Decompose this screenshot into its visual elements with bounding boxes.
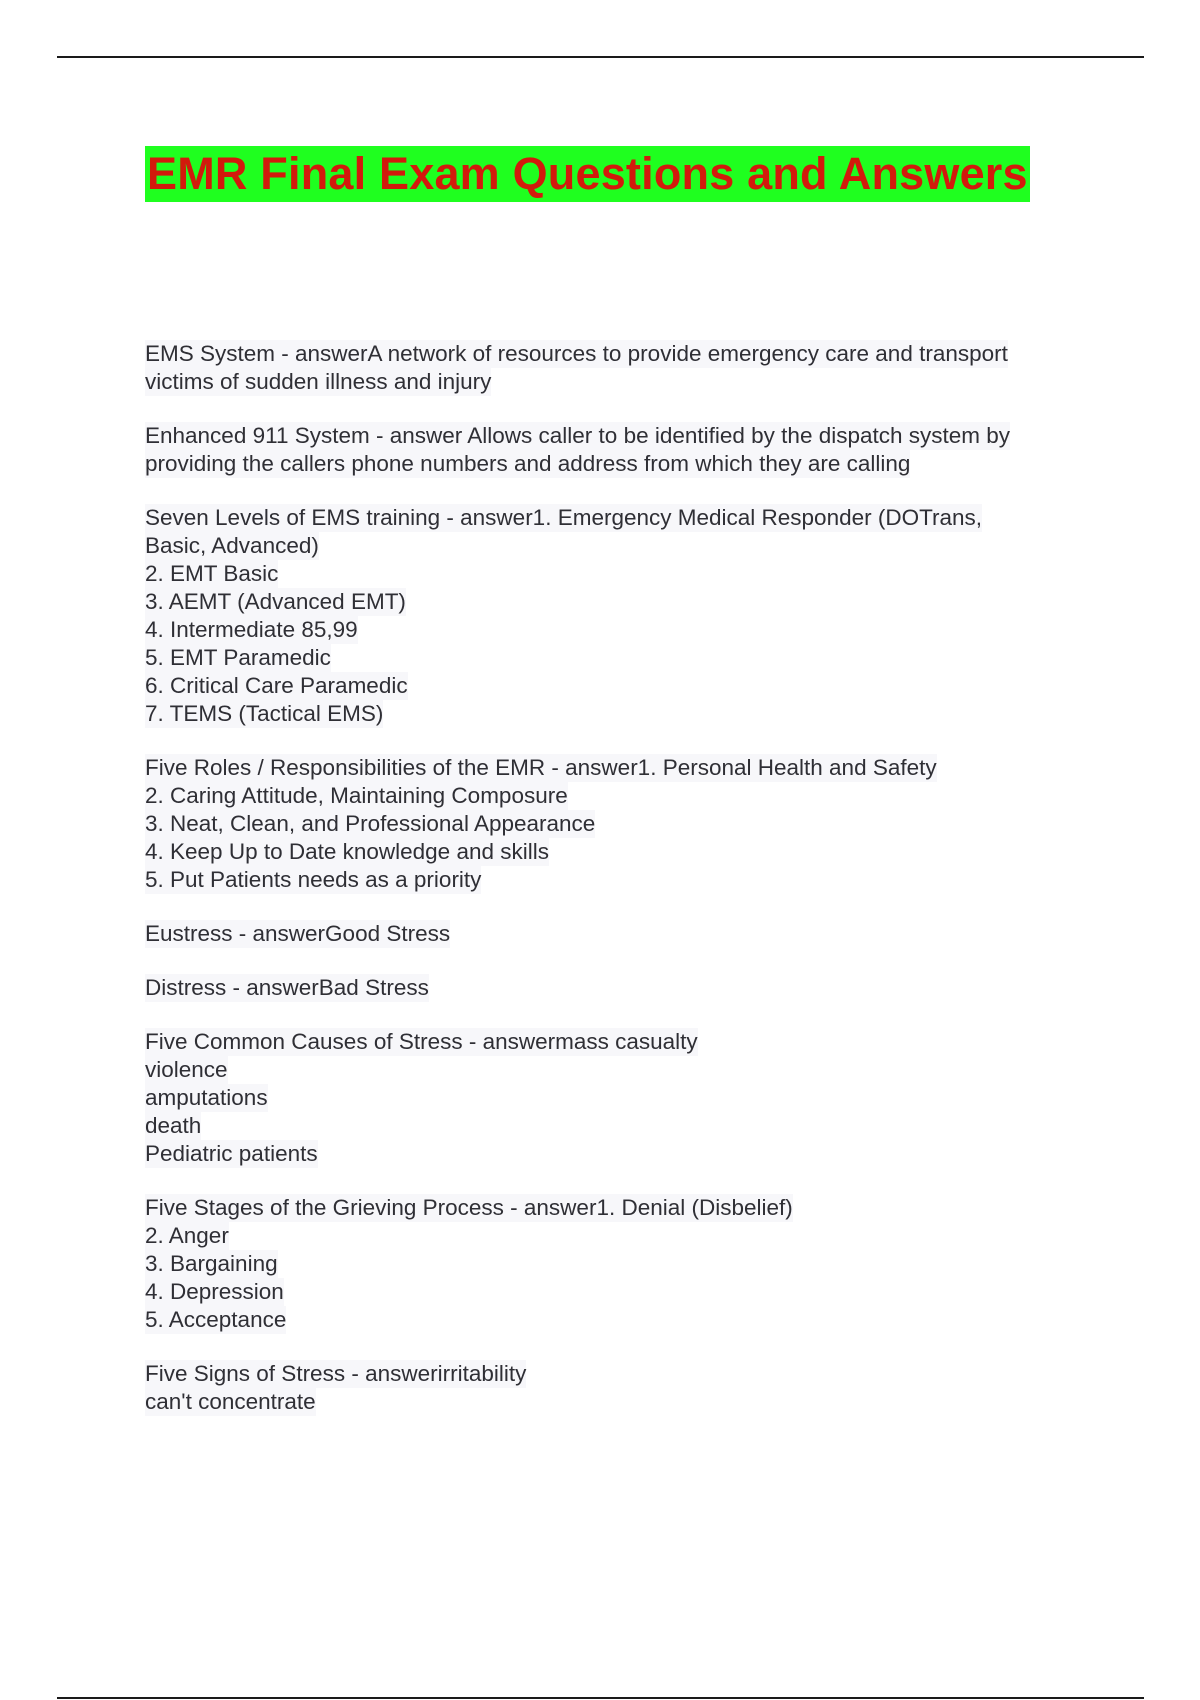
qa-line: 4. Depression [145,1279,284,1304]
qa-line: death [145,1113,202,1138]
qa-line: Distress - answerBad Stress [145,975,429,1000]
qa-line: can't concentrate [145,1389,316,1414]
qa-line: Eustress - answerGood Stress [145,921,451,946]
qa-entry-causes-of-stress [145,1028,1105,1168]
qa-entry-grieving-process [145,1194,1105,1334]
bottom-rule [57,1697,1144,1699]
qa-line: 2. Anger [145,1223,229,1248]
qa-line: EMS System - answerA network of resources to provide emergency care and transport [145,341,1008,366]
qa-line: providing the callers phone numbers and address from which they are calling [145,451,911,476]
qa-entry-roles [145,754,1105,894]
qa-line: amputations [145,1085,268,1110]
qa-entry-enhanced-911 [145,422,1105,478]
qa-entry-levels-of-training [145,504,1105,728]
qa-line: 7. TEMS (Tactical EMS) [145,701,384,726]
qa-line: Five Common Causes of Stress - answermass casualty [145,1029,698,1054]
qa-line: Seven Levels of EMS training - answer1. Emergency Medical Responder (DOTrans, [145,505,983,530]
qa-line: 2. Caring Attitude, Maintaining Composure [145,783,568,808]
qa-line: 3. Bargaining [145,1251,278,1276]
qa-entry-distress [145,974,1105,1002]
qa-entry-signs-of-stress [145,1360,1105,1416]
qa-line: 2. EMT Basic [145,561,279,586]
qa-line: 6. Critical Care Paramedic [145,673,408,698]
qa-entry-eustress [145,920,1105,948]
qa-line: violence [145,1057,228,1082]
qa-line: Basic, Advanced) [145,533,319,558]
qa-line: victims of sudden illness and injury [145,369,492,394]
qa-line: 5. EMT Paramedic [145,645,331,670]
qa-line: 5. Put Patients needs as a priority [145,867,482,892]
qa-line: 4. Keep Up to Date knowledge and skills [145,839,549,864]
qa-line: Five Stages of the Grieving Process - answer1. Denial (Disbelief) [145,1195,793,1220]
qa-entry-ems-system [145,340,1105,396]
qa-line: 5. Acceptance [145,1307,287,1332]
qa-line: 4. Intermediate 85,99 [145,617,358,642]
qa-line: Five Roles / Responsibilities of the EMR - answer1. Personal Health and Safety [145,755,937,780]
qa-content [145,340,1105,1442]
qa-line: Pediatric patients [145,1141,318,1166]
document-title: EMR Final Exam Questions and Answers [145,146,1030,202]
qa-line: 3. AEMT (Advanced EMT) [145,589,406,614]
title-block [145,146,1030,202]
qa-line: Enhanced 911 System - answer Allows caller to be identified by the dispatch system by [145,423,1011,448]
qa-line: 3. Neat, Clean, and Professional Appearance [145,811,596,836]
qa-line: Five Signs of Stress - answerirritability [145,1361,527,1386]
top-rule [57,56,1144,58]
